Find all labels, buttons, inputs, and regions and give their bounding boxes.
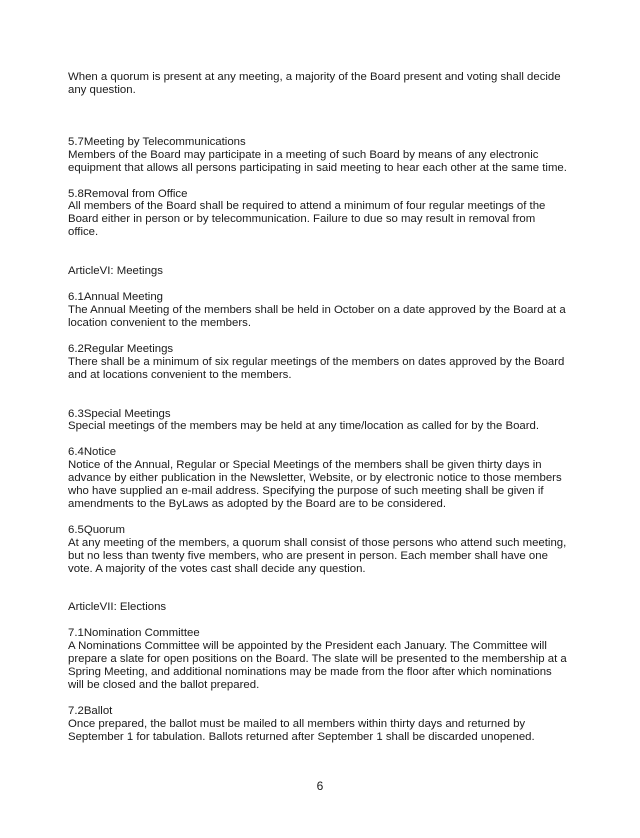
section-7-1-heading: 7.1Nomination Committee	[68, 627, 200, 640]
section-6-3-body: Special meetings of the members may be held at any time/location as called for by the Board.	[68, 420, 540, 433]
article-6-heading: ArticleVI: Meetings	[68, 265, 163, 278]
section-6-5	[68, 524, 568, 576]
section-7-2-body: Once prepared, the ballot must be mailed to all members within thirty days and returned by September 1 for tabulation. Ballots returned after September 1 shall be discarded unopened.	[68, 717, 535, 743]
section-6-4-heading: 6.4Notice	[68, 446, 117, 459]
section-7-1	[68, 627, 568, 692]
section-6-2-heading: 6.2Regular Meetings	[68, 342, 174, 355]
intro-paragraph: When a quorum is present at any meeting, a majority of the Board present and voting shall decide any question.	[68, 71, 561, 96]
section-6-5-heading: 6.5Quorum	[68, 523, 125, 536]
section-5-8-body: All members of the Board shall be required to attend a minimum of four regular meetings of the Board either in person or by telecommunication. Failure to due so may result in removal from office.	[68, 200, 546, 239]
page-number: 6	[316, 779, 324, 793]
section-6-1-body: The Annual Meeting of the members shall be held in October on a date approved by the Board at a location convenient to the members.	[68, 303, 566, 329]
article-7-heading: ArticleVII: Elections	[68, 601, 167, 614]
section-6-1-heading: 6.1Annual Meeting	[68, 291, 163, 304]
section-6-1	[68, 291, 568, 330]
section-7-1-body: A Nominations Committee will be appointed by the President each January. The Committee will prepare a slate for open positions on the Board. The slate will be presented to the membership at a Spring Meeting, and additional nominations may be made from the floor after which nominations will be closed and the ballot prepared.	[68, 640, 567, 691]
document-page	[68, 71, 568, 744]
section-5-7-heading: 5.7Meeting by Telecommunications	[68, 135, 246, 148]
section-5-8-heading: 5.8Removal from Office	[68, 187, 188, 200]
section-6-2	[68, 343, 568, 382]
section-6-3	[68, 408, 568, 434]
section-6-5-body: At any meeting of the members, a quorum shall consist of those persons who attend such meeting, but no less than twenty five members, who are present in person. Each member shall have one vote. A majority of the votes cast shall decide any question.	[68, 536, 567, 575]
section-7-2	[68, 705, 568, 744]
section-7-2-heading: 7.2Ballot	[68, 704, 113, 717]
section-5-7	[68, 136, 568, 175]
section-5-7-body: Members of the Board may participate in a meeting of such Board by means of any electronic equipment that allows all persons participating in said meeting to hear each other at the same time.	[68, 148, 567, 174]
section-6-3-heading: 6.3Special Meetings	[68, 407, 171, 420]
section-6-2-body: There shall be a minimum of six regular meetings of the members on dates approved by the Board and at locations convenient to the members.	[68, 355, 565, 381]
section-5-8	[68, 188, 568, 240]
section-6-4-body: Notice of the Annual, Regular or Special Meetings of the members shall be given thirty days in advance by either publication in the Newsletter, Website, or by electronic notice to those members who have supplied an e-mail address. Specifying the purpose of such meeting shall be given if amendments to the ByLaws as adopted by the Board are to be considered.	[68, 459, 562, 510]
section-6-4	[68, 446, 568, 511]
